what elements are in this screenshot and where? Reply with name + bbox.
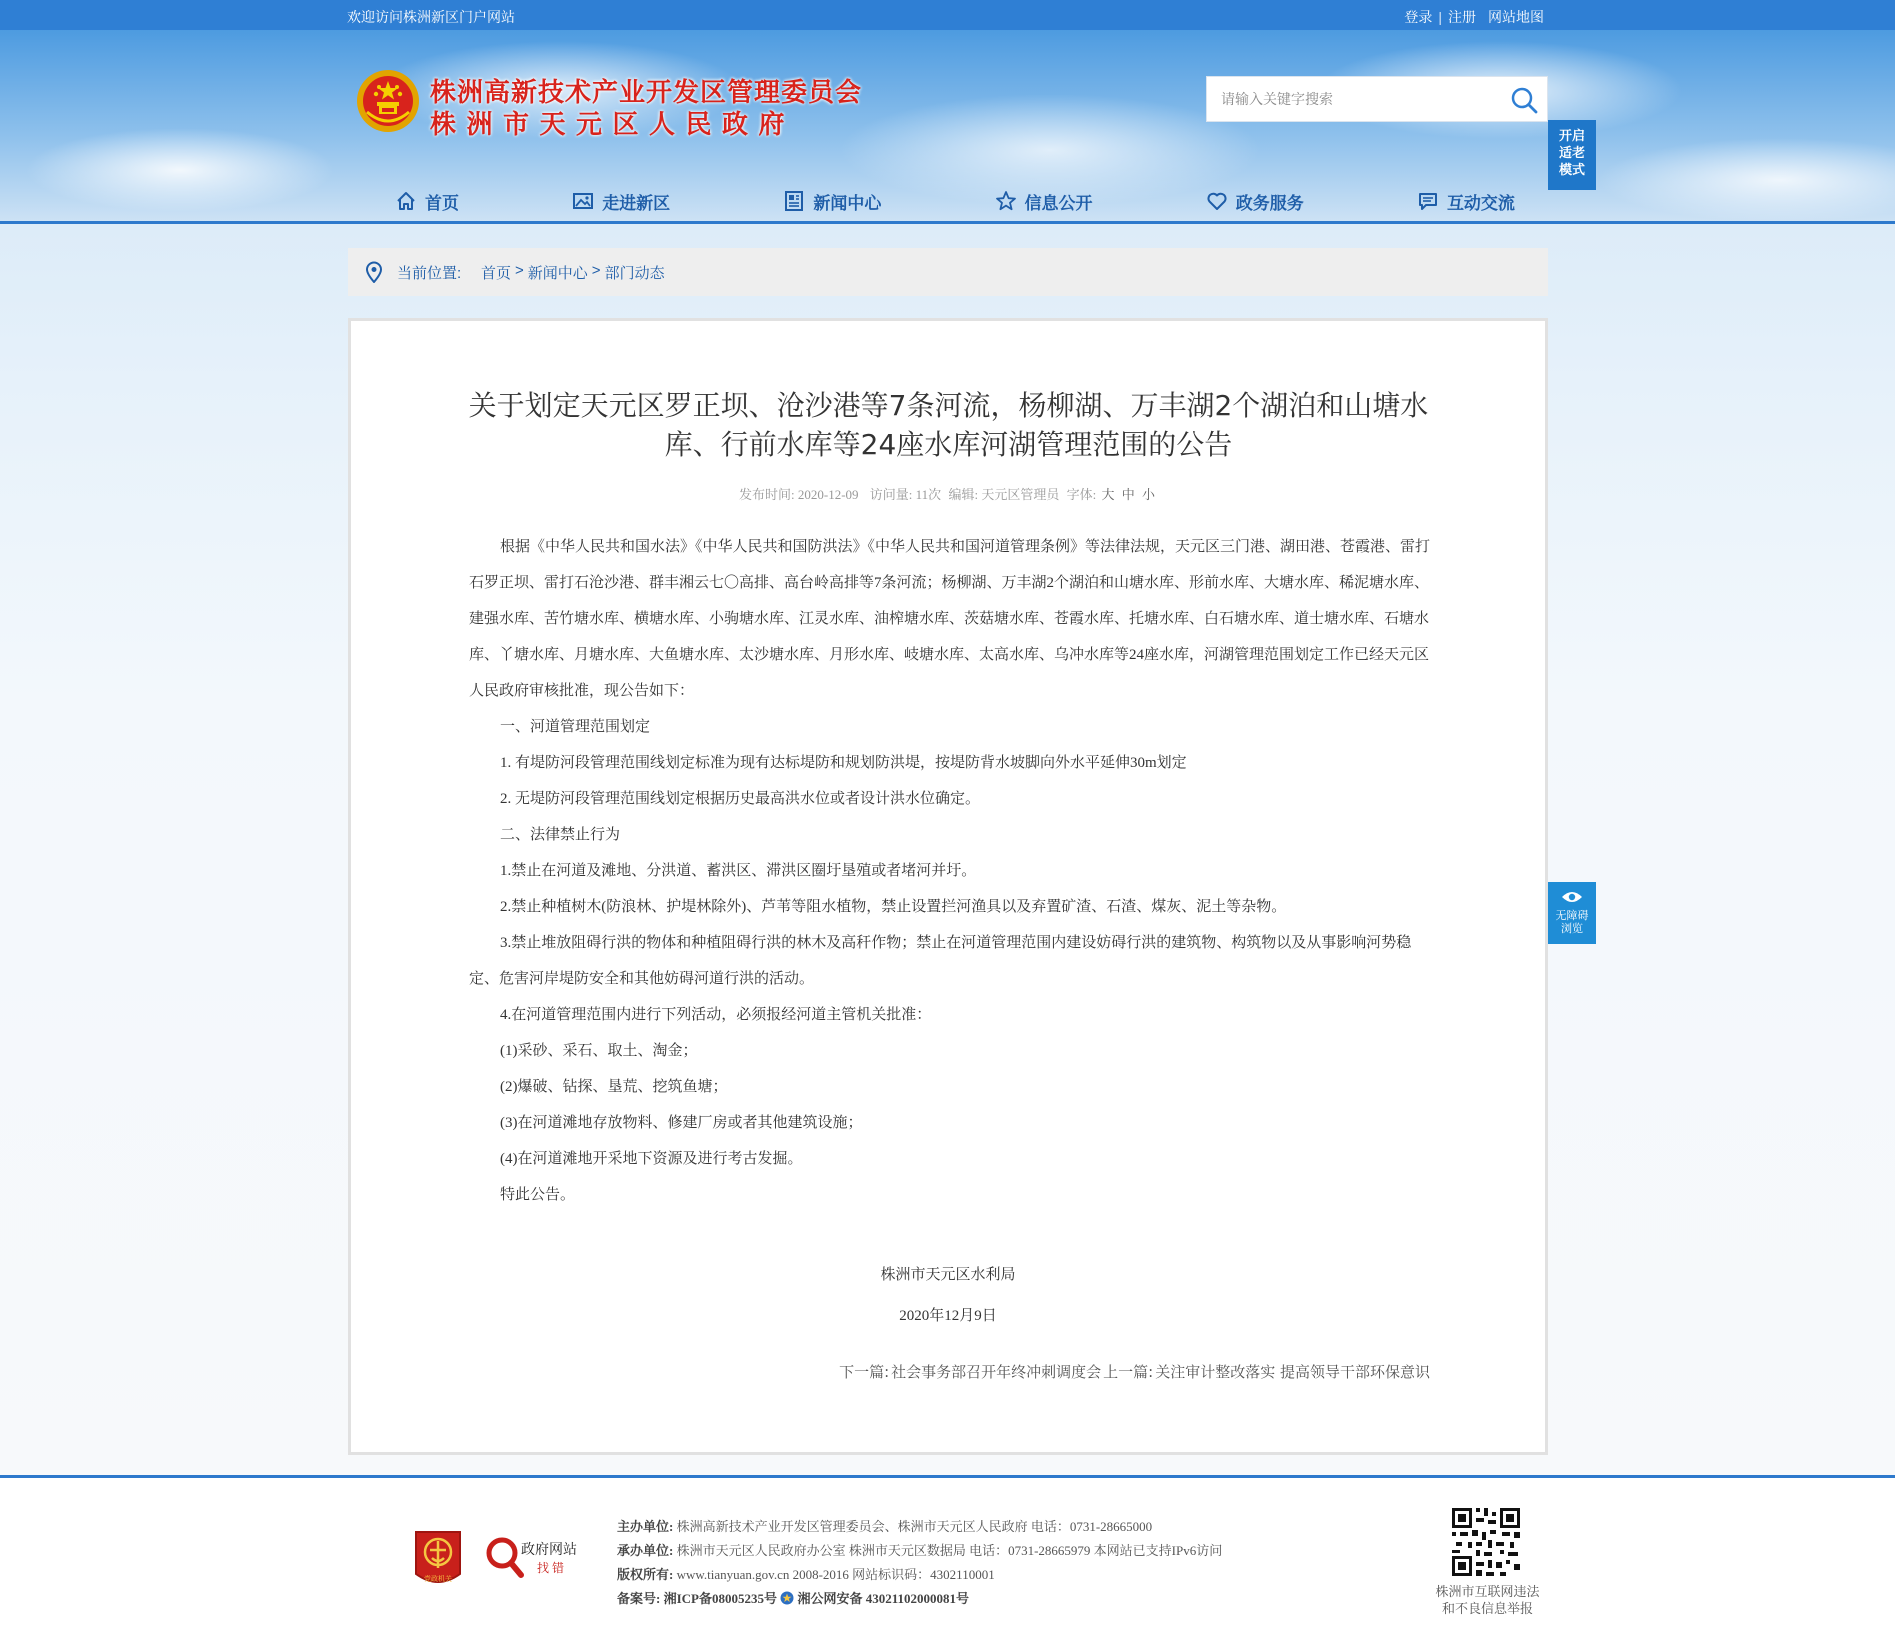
breadcrumb (348, 248, 1548, 296)
national-emblem-icon (355, 68, 421, 134)
footer-organizer (617, 1540, 1222, 1559)
article-meta (351, 484, 1545, 503)
police-record-link[interactable]: 湘公网安备 43021102000081号 (797, 1591, 970, 1606)
icp-link[interactable]: 湘ICP备08005235号 (663, 1591, 777, 1606)
prev-article-link[interactable]: 关注审计整改落实 提高领导干部环保意识 (1155, 1363, 1430, 1381)
article-title: 关于划定天元区罗正坝、沧沙港等7条河流，杨柳湖、万丰湖2个湖泊和山塘水库、行前水库等24座水库河湖管理范围的公告 (468, 389, 1429, 461)
sponsor-label: 主办单位: (617, 1519, 674, 1534)
views-label: 访问量: (869, 487, 913, 502)
breadcrumb-department[interactable]: 部门动态 (604, 265, 665, 282)
paragraph: 1. 有堤防河段管理范围线划定标准为现有达标堤防和规划防洪堤，按堤防背水坡脚向外水平延伸30m划定 (500, 755, 1187, 771)
breadcrumb-home[interactable]: 首页 (481, 265, 512, 282)
heart-icon (1206, 190, 1228, 212)
site-title-line1: 株洲高新技术产业开发区管理委员会 (430, 78, 863, 108)
paragraph: 3.禁止堆放阻碍行洪的物体和种植阻碍行洪的林木及高秆作物；禁止在河道管理范围内建设妨碍行洪的建筑物、构筑物以及从事影响河势稳定、危害河岸堤防安全和其他妨碍河道行洪的活动。 (469, 935, 1412, 987)
qr-code-icon (1450, 1506, 1522, 1578)
breadcrumb-path (481, 262, 665, 283)
search-box (1206, 76, 1548, 122)
police-badge-icon (780, 1591, 794, 1605)
organizer-text: 株洲市天元区人民政府办公室 株洲市天元区数据局 电话：0731-28665979 本网站已支持IPv6访问 (676, 1543, 1223, 1558)
nav-item-home[interactable] (395, 186, 459, 216)
editor-name: 天元区管理员 (981, 487, 1060, 502)
badge-gov-sub: 找错 (537, 1561, 568, 1575)
paragraph: 一、河道管理范围划定 (500, 719, 651, 735)
search-input[interactable] (1207, 77, 1497, 121)
publish-label: 发布时间: (738, 487, 795, 502)
paragraph: (2)爆破、钻探、垦荒、挖筑鱼塘； (500, 1079, 728, 1095)
badge-party-text: 党政机关 (424, 1575, 452, 1583)
top-links (1404, 7, 1544, 27)
article-body (469, 529, 1431, 1213)
site-header (0, 30, 1895, 224)
nav-label: 政务服务 (1235, 193, 1304, 214)
nav-item-news[interactable] (783, 186, 881, 216)
star-icon (995, 190, 1017, 212)
sponsor-text: 株洲高新技术产业开发区管理委员会、株洲市天元区人民政府 电话：0731-28665000 (676, 1519, 1153, 1534)
breadcrumb-label: 当前位置: (397, 265, 462, 282)
top-link-separator: | (1438, 9, 1442, 25)
paragraph: 1.禁止在河道及滩地、分洪道、蓄洪区、滞洪区圈圩垦殖或者堵河并圩。 (500, 863, 977, 879)
main-nav (395, 186, 1515, 216)
organizer-label: 承办单位: (617, 1543, 674, 1558)
gov-site-error-report-badge[interactable] (485, 1533, 585, 1581)
footer-copyright (617, 1564, 995, 1583)
paragraph: (1)采砂、采石、取土、淘金； (500, 1043, 698, 1059)
copyright-text: www.tianyuan.gov.cn 2008-2016 网站标识码：4302110001 (676, 1567, 995, 1582)
qr-caption-line1: 株洲市互联网违法 (1435, 1584, 1540, 1599)
nav-label: 走进新区 (602, 193, 671, 214)
prev-label: 上一篇: (1103, 1363, 1154, 1381)
paragraph: 4.在河道管理范围内进行下列活动，必须报经河道主管机关批准： (500, 1007, 932, 1023)
nav-item-info[interactable] (995, 186, 1093, 216)
eye-icon (1561, 890, 1583, 904)
qr-caption-line2: 和不良信息举报 (1441, 1601, 1533, 1616)
article-box (348, 318, 1548, 1455)
nav-label: 新闻中心 (813, 193, 882, 214)
home-icon (395, 190, 417, 212)
article-navigation (839, 1361, 1430, 1382)
next-label: 下一篇: (839, 1363, 890, 1381)
accessibility-button[interactable] (1548, 882, 1596, 944)
publish-date: 2020-12-09 (797, 487, 859, 502)
font-large-button[interactable]: 大 (1101, 487, 1115, 502)
sign-date: 2020年12月9日 (899, 1308, 997, 1324)
badge-gov-title: 政府网站 (521, 1542, 577, 1558)
paragraph: (3)在河道滩地存放物料、修建厂房或者其他建筑设施； (500, 1115, 863, 1131)
breadcrumb-sep: > (591, 262, 601, 279)
footer-icp (617, 1588, 969, 1607)
qr-caption (1420, 1583, 1555, 1617)
chat-icon (1417, 190, 1439, 212)
picture-icon (572, 190, 594, 212)
nav-item-about[interactable] (572, 186, 670, 216)
footer-sponsor (617, 1516, 1152, 1535)
nav-label: 互动交流 (1446, 193, 1515, 214)
register-link[interactable]: 注册 (1448, 9, 1476, 25)
font-small-button[interactable]: 小 (1141, 487, 1155, 502)
magnifier-icon (485, 1533, 525, 1579)
top-bar (0, 0, 1895, 30)
breadcrumb-news[interactable]: 新闻中心 (527, 265, 588, 282)
login-link[interactable]: 登录 (1404, 9, 1433, 25)
sitemap-link[interactable]: 网站地图 (1488, 9, 1544, 25)
copyright-label: 版权所有: (617, 1567, 674, 1582)
search-icon[interactable] (1509, 85, 1539, 115)
paragraph: (4)在河道滩地开采地下资源及进行考古发掘。 (500, 1151, 803, 1167)
elder-mode-button[interactable] (1548, 120, 1596, 190)
views-count: 11次 (915, 487, 942, 502)
font-size-label: 字体: (1066, 487, 1097, 502)
breadcrumb-sep: > (515, 262, 524, 279)
welcome-text: 欢迎访问株洲新区门户网站 (347, 9, 515, 25)
header-divider (0, 221, 1895, 224)
accessibility-label: 无障碍浏览 (1555, 909, 1589, 935)
nav-label: 首页 (425, 193, 459, 214)
font-medium-button[interactable]: 中 (1121, 487, 1135, 502)
site-title-line2: 株洲市天元区人民政府 (430, 110, 796, 140)
paragraph: 2.禁止种植树木(防浪林、护堤林除外)、芦苇等阻水植物，禁止设置拦河渔具以及弃置矿渣、石渣、煤灰、泥土等杂物。 (500, 899, 1287, 915)
paragraph: 2. 无堤防河段管理范围线划定根据历史最高洪水位或者设计洪水位确定。 (500, 791, 981, 807)
elder-mode-label: 开启适老模式 (1558, 129, 1585, 178)
party-gov-badge-icon[interactable] (412, 1528, 464, 1592)
location-pin-icon (364, 261, 384, 283)
nav-item-services[interactable] (1206, 186, 1304, 216)
site-footer (0, 1475, 1895, 1634)
nav-item-interaction[interactable] (1417, 186, 1515, 216)
newspaper-icon (783, 190, 805, 212)
signature: 株洲市天元区水利局 (880, 1267, 1016, 1283)
paragraph: 根据《中华人民共和国水法》《中华人民共和国防洪法》《中华人民共和国河道管理条例》等法律法规，天元区三门港、湖田港、苍霞港、雷打石罗正坝、雷打石沧沙港、群丰湘云七〇高排、高台岭高排等7条河流；杨柳湖、万丰湖2个湖泊和山塘水库、形前水库、大塘水库、稀泥塘水库、建强水库、苦竹塘水库、横塘水库、小驹塘水库、江灵水库、油榨塘水库、茨菇塘水库、苍霞水库、托塘水库、白石塘水库、道士塘水库、石塘水库、丫塘水库、月塘水库、大鱼塘水库、太沙塘水库、月形水库、岐塘水库、太高水库、乌冲水库等24座水库，河湖管理范围划定工作已经天元区人民政府审核批准，现公告如下： (469, 539, 1431, 699)
font-size-controls (1099, 487, 1157, 502)
paragraph: 二、法律禁止行为 (500, 827, 621, 843)
paragraph: 特此公告。 (500, 1187, 576, 1203)
next-article-link[interactable]: 社会事务部召开年终冲刺调度会 (891, 1363, 1102, 1381)
editor-label: 编辑: (948, 487, 979, 502)
nav-label: 信息公开 (1024, 193, 1093, 214)
icp-label: 备案号: (617, 1591, 661, 1606)
